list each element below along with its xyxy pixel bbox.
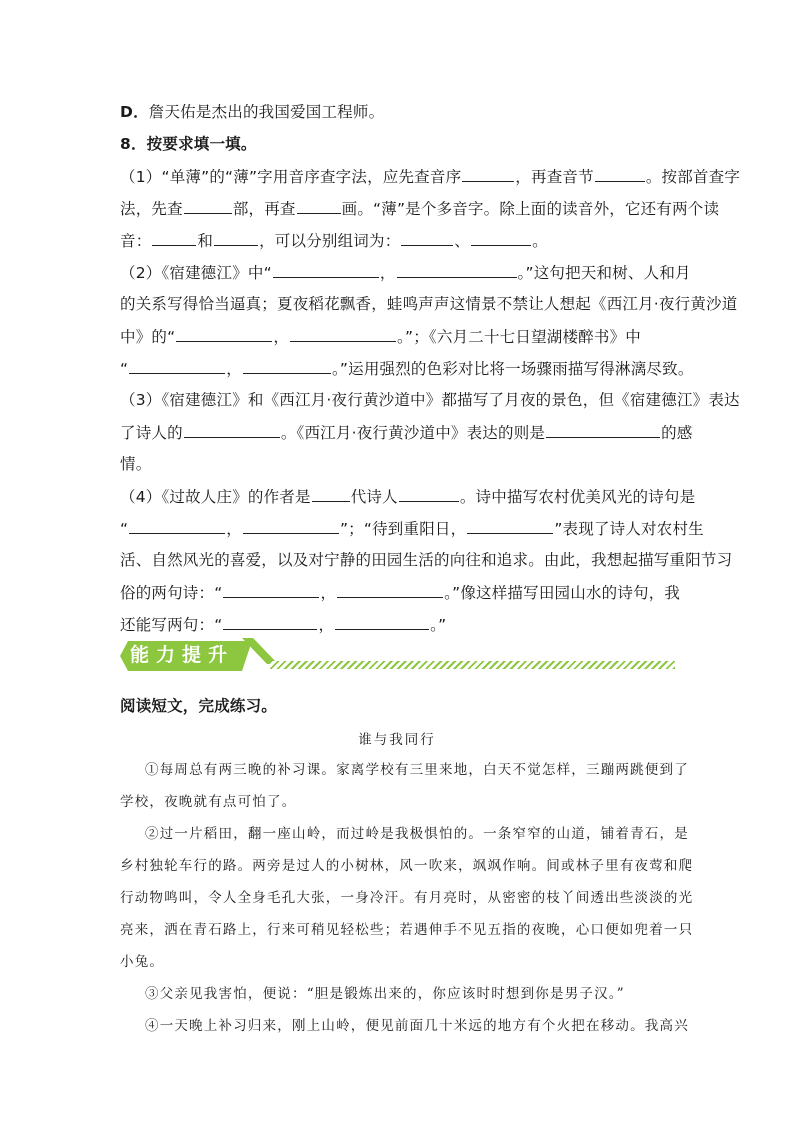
answer-blank[interactable] [335,614,429,630]
text-segment: ， [320,584,337,602]
text-segment: 。 [532,232,548,250]
reading-title: 谁与我同行 [358,732,436,748]
passage-para2-line1: ②过一片稻田，翻一座山岭，而过岭是我极惧怕的。一条窄窄的山道，铺着青石，是 [145,826,689,842]
banner-hatch-rule [270,661,675,669]
text-segment: 俗的两句诗：“ [120,584,223,602]
q8-part3-line2 [120,422,693,443]
text-segment: ， [226,520,242,538]
text-segment: ， [226,360,242,378]
text-segment: ， [379,264,396,282]
answer-blank[interactable] [290,326,396,342]
answer-blank[interactable] [184,422,280,438]
q8-part2-line1 [120,262,691,283]
passage-para2-line4: 亮来，洒在青石路上，行来可稍见轻松些；若遇伸手不见五指的夜晚，心口便如兜着一只 [120,922,694,938]
answer-blank[interactable] [595,166,645,182]
text-segment: 。《西江月·夜行黄沙道中》表达的则是 [280,424,546,442]
answer-blank[interactable] [546,422,660,438]
text-segment: ， [273,328,290,346]
text-segment: 画。“薄”是个多音字。除上面的读音外，它还有两个读 [341,200,720,218]
question-7-option-d [120,102,384,122]
text-segment: （2）《宿建德江》中“ [120,264,272,282]
answer-blank[interactable] [243,518,339,534]
q8-part1-line1 [120,166,740,187]
passage-para1-line2: 学校，夜晚就有点可怕了。 [120,794,297,810]
passage-para2-line2: 乡村独轮车行的路。两旁是过人的小树林，风一吹来，飒飒作响。间或林子里有夜莺和爬 [120,858,694,874]
q8-part4-line5 [120,614,446,635]
text-segment: 。”像这样描写田园山水的诗句，我 [444,584,681,602]
answer-blank[interactable] [471,230,531,246]
answer-blank[interactable] [273,262,379,278]
passage-para1-line1: ①每周总有两三晚的补习课。家离学校有三里来地，白天不觉怎样，三蹦两跳便到了 [145,762,689,778]
answer-blank[interactable] [397,262,517,278]
q8-part3-line3: 情。 [120,455,152,473]
text-segment: 、 [454,232,471,250]
text-segment: 。”这句把天和树、人和月 [517,264,691,282]
text-segment: 。”；《六月二十七日望湖楼醉书》中 [397,328,641,346]
answer-blank[interactable] [467,518,553,534]
q8-part4-line3: 活、自然风光的喜爱，以及对宁静的田园生活的向往和追求。由此，我想起描写重阳节习 [120,551,733,569]
text-segment: 音： [120,232,152,250]
reading-instruction: 阅读短文，完成练习。 [120,697,278,715]
option-d-label: D． [120,103,149,121]
q8-part4-line2 [120,518,704,539]
text-segment: 代诗人 [350,488,398,506]
text-segment: 。”运用强烈的色彩对比将一场骤雨描写得淋漓尽致。 [331,360,694,378]
answer-blank[interactable] [243,358,331,374]
q8-part3-line1: （3）《宿建德江》和《西江月·夜行黄沙道中》都描写了月夜的景色，但《宿建德江》表达 [120,391,740,409]
answer-blank[interactable] [152,230,196,246]
passage-para3: ③父亲见我害怕，便说：“胆是锻炼出来的，你应该时时想到你是男子汉。” [145,986,625,1002]
passage-para4-line1: ④一天晚上补习归来，刚上山岭，便见前面几十米远的地方有个火把在移动。我高兴 [145,1018,689,1034]
answer-blank[interactable] [297,198,341,214]
passage-para2-line5: 小兔。 [120,954,165,970]
text-segment: 。按部首查字 [645,168,741,186]
answer-blank[interactable] [223,614,317,630]
banner-label: 能力提升 [130,644,235,666]
text-segment: 还能写两句：“ [120,616,223,634]
q8-part2-line4 [120,358,694,379]
q8-part4-line1 [120,486,695,507]
answer-blank[interactable] [129,518,225,534]
text-segment: 中》的“ [120,328,176,346]
q8-part1-line3 [120,230,548,251]
text-segment: 部，再查 [232,200,296,218]
answer-blank[interactable] [129,358,225,374]
q8-part1-line2 [120,198,719,219]
text-segment: “ [120,520,129,538]
text-segment: 了诗人的 [120,424,183,442]
answer-blank[interactable] [176,326,272,342]
answer-blank[interactable] [401,230,453,246]
text-segment: （4）《过故人庄》的作者是 [120,488,311,506]
text-segment: ， [318,616,335,634]
text-segment: ”；“待到重阳日， [339,520,467,538]
text-segment: ，再查音节 [515,168,594,186]
question-8-heading: 8．按要求填一填。 [120,135,257,153]
text-segment: ，可以分别组词为： [259,232,401,250]
passage-para2-line3: 行动物鸣叫，令人全身毛孔大张，一身冷汗。有月亮时，从密密的枝丫间透出些淡淡的光 [120,890,694,906]
q8-part2-line2: 的关系写得恰当逼真；夏夜稻花飘香，蛙鸣声声这情景不禁让人想起《西江月·夜行黄沙道 [120,295,738,313]
text-segment: 和 [197,232,214,250]
answer-blank[interactable] [337,582,443,598]
text-segment: ”表现了诗人对农村生 [554,520,704,538]
text-segment: “ [120,360,129,378]
q8-part4-line4 [120,582,680,603]
answer-blank[interactable] [184,198,232,214]
q8-part2-line3 [120,326,641,347]
text-segment: 。” [430,616,447,634]
answer-blank[interactable] [214,230,258,246]
answer-blank[interactable] [462,166,514,182]
text-segment: 。诗中描写农村优美风光的诗句是 [459,488,696,506]
text-segment: （1）“单薄”的“薄”字用音序查字法，应先查音序 [120,168,462,186]
answer-blank[interactable] [399,486,459,502]
answer-blank[interactable] [223,582,319,598]
text-segment: 的感 [661,424,693,442]
text-segment: 法，先查 [120,200,183,218]
answer-blank[interactable] [312,486,350,502]
option-d-text: 詹天佑是杰出的我国爱国工程师。 [148,103,385,121]
